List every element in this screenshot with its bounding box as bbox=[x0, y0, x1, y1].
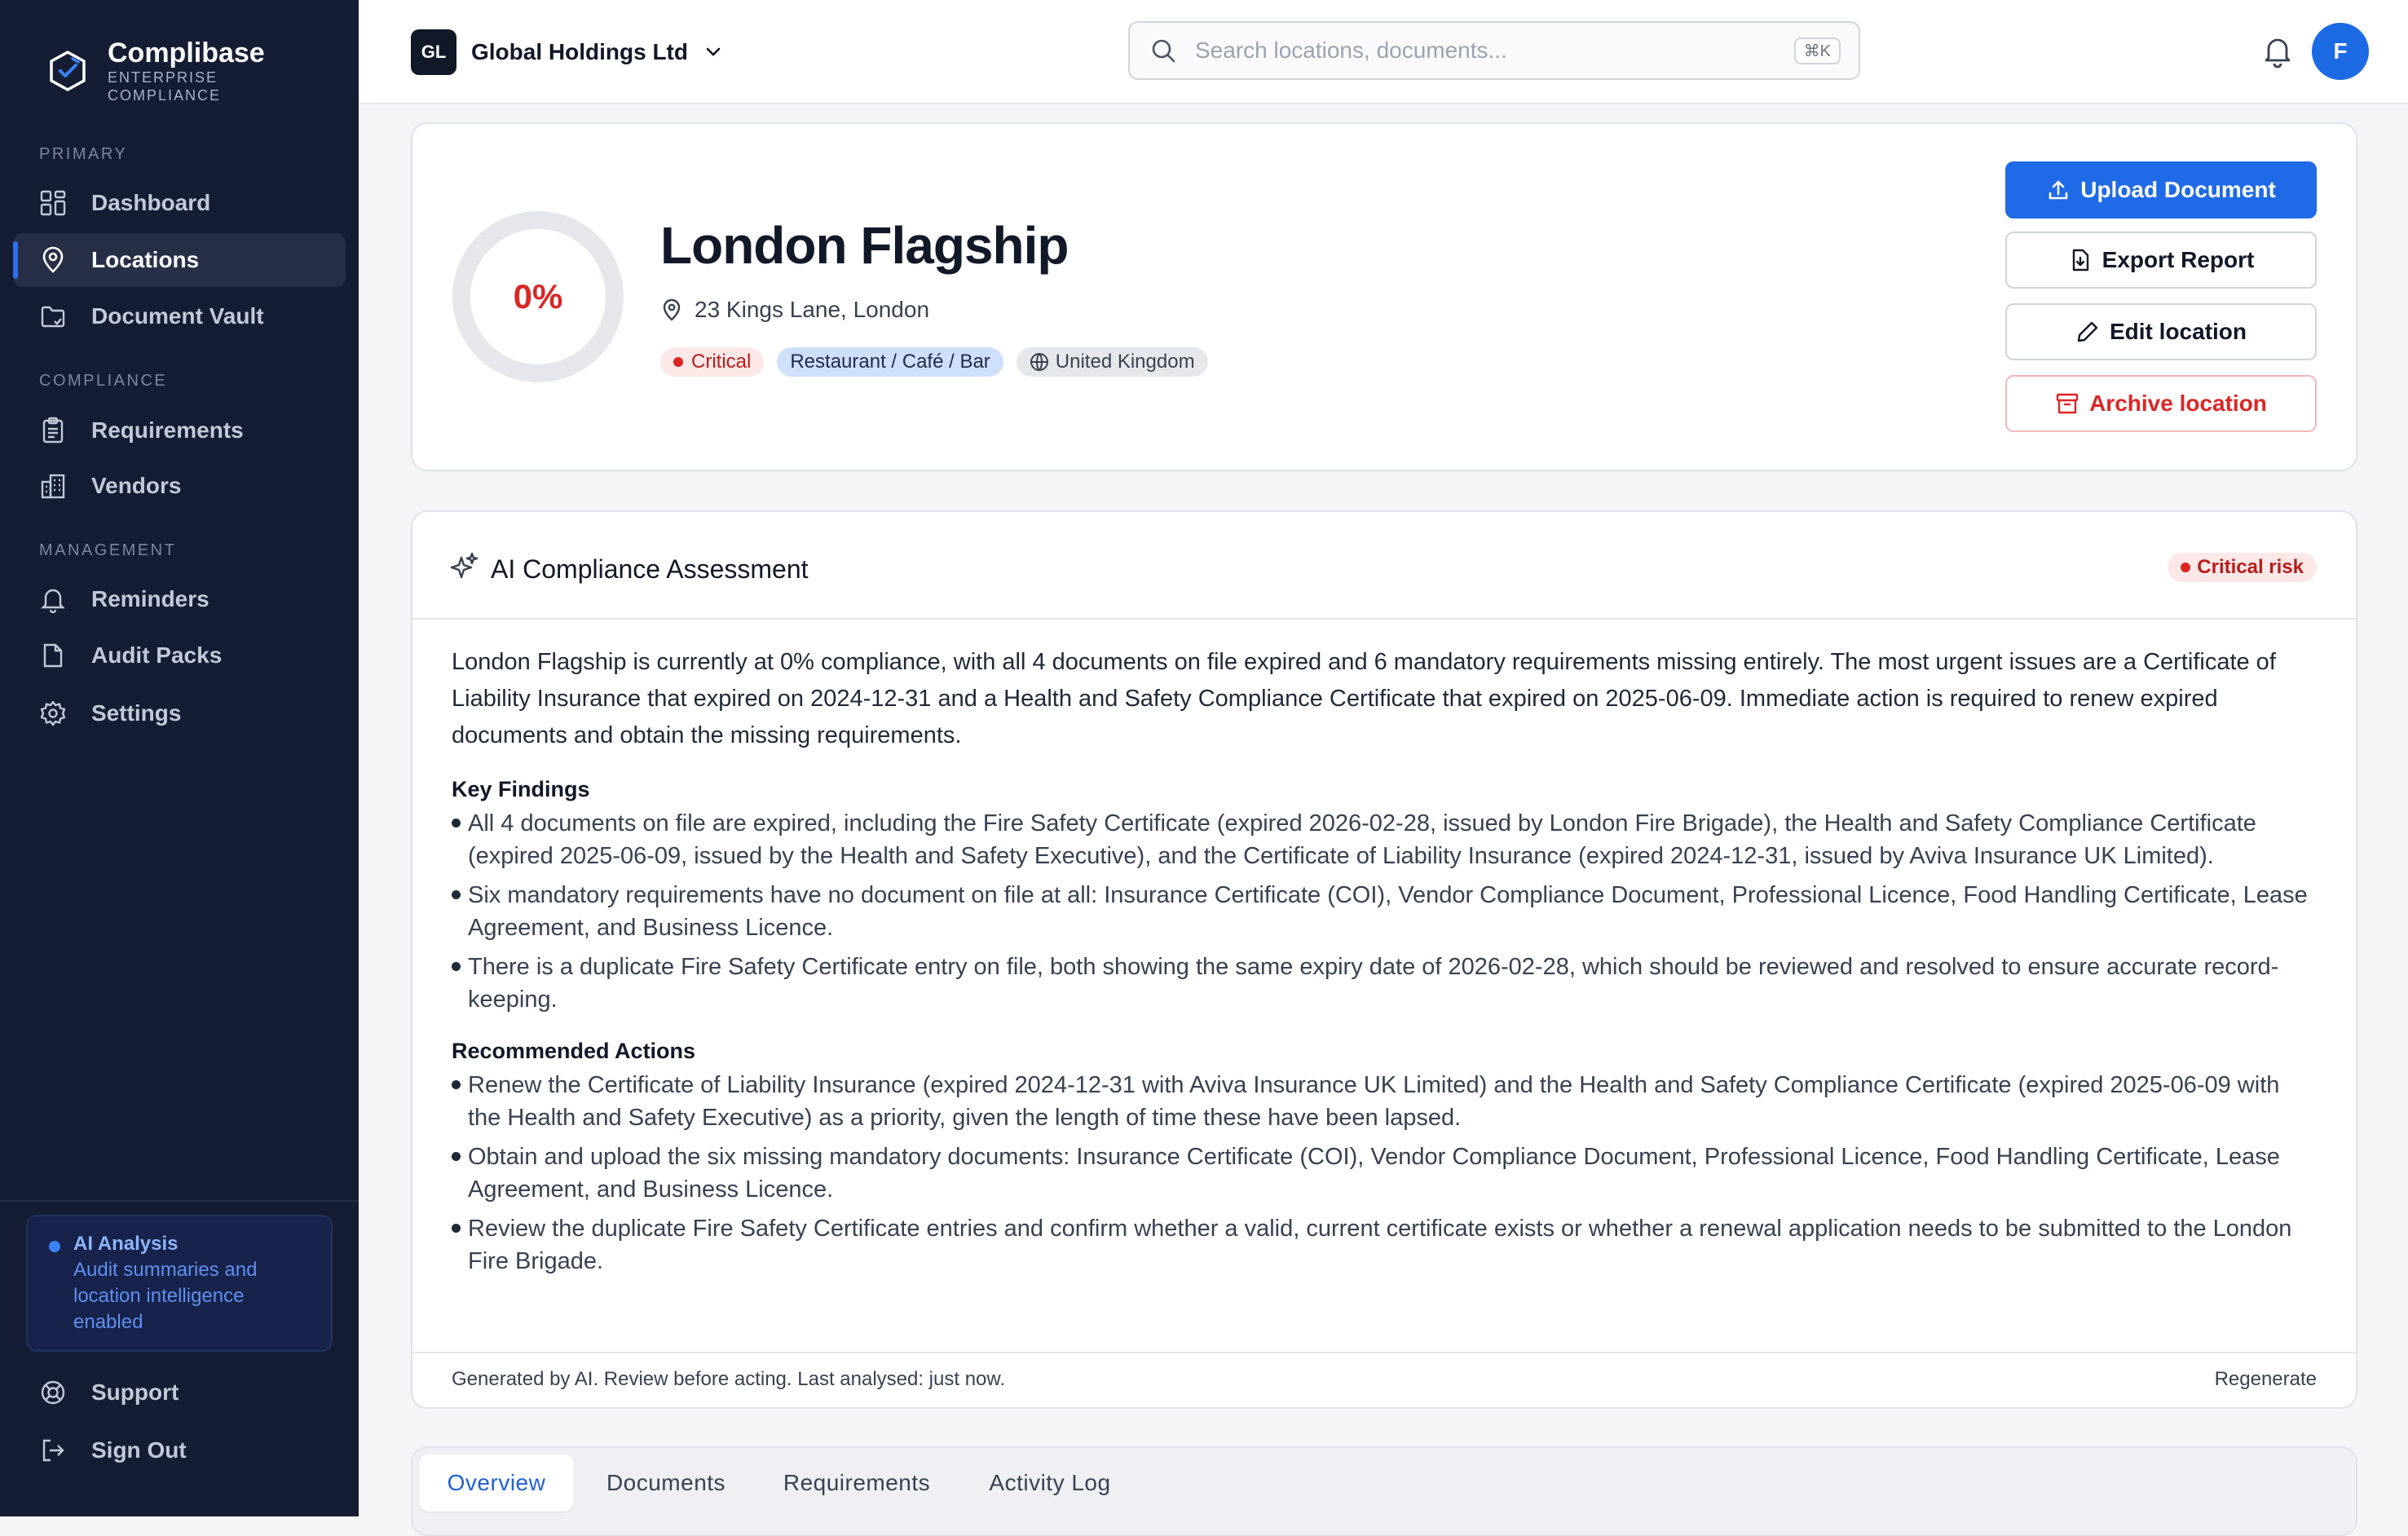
user-avatar[interactable]: F bbox=[2312, 23, 2369, 80]
upload-document-button[interactable] bbox=[2005, 161, 2317, 218]
brand[interactable] bbox=[46, 38, 265, 104]
bell-icon bbox=[39, 585, 67, 613]
sidebar-item-vendors[interactable] bbox=[13, 459, 346, 513]
location-header-card bbox=[411, 122, 2357, 471]
org-switcher[interactable] bbox=[411, 29, 724, 75]
regenerate-button[interactable]: Regenerate bbox=[2214, 1368, 2317, 1390]
sidebar-item-label: Locations bbox=[91, 247, 200, 272]
status-badge bbox=[660, 347, 764, 377]
export-report-button[interactable] bbox=[2005, 232, 2317, 289]
ai-analysis-title: AI Analysis bbox=[73, 1233, 179, 1255]
dashboard-icon bbox=[39, 189, 67, 217]
location-title: London Flagship bbox=[660, 216, 1069, 275]
tab-overview[interactable]: Overview bbox=[419, 1454, 574, 1512]
ai-disclaimer: Generated by AI. Review before acting. Last analysed: just now. bbox=[452, 1368, 1006, 1390]
brand-name: Complibase bbox=[108, 38, 265, 68]
brand-subtitle-line-1: ENTERPRISE bbox=[108, 69, 218, 86]
ai-analysis-panel bbox=[26, 1215, 333, 1352]
ai-assessment-card bbox=[411, 510, 2357, 1409]
location-tabs bbox=[411, 1446, 2357, 1536]
compliance-score-label: 0% bbox=[513, 277, 563, 316]
sidebar-item-settings[interactable] bbox=[13, 686, 346, 740]
ai-assessment-header bbox=[412, 512, 2356, 620]
finding-item: All 4 documents on file are expired, including the Fire Safety Certificate (expired 2026-02-28, issued by London Fire Brigade), the Health and Safety Compliance Certificate (expired 2025-06-09, issued by the Health and Safety Executive), and the Certificate of Liability Insurance (expired 2024-12-31, issued by Aviva Insurance UK Limited). bbox=[452, 807, 2318, 872]
edit-location-button[interactable] bbox=[2005, 303, 2317, 360]
action-item: Review the duplicate Fire Safety Certificate entries and confirm whether a valid, current certificate exists or whether a renewal application needs to be submitted to the London Fire Brigade. bbox=[452, 1212, 2318, 1278]
export-report-label: Export Report bbox=[2101, 247, 2255, 272]
status-dot bbox=[673, 357, 683, 367]
sidebar-item-label: Requirements bbox=[91, 417, 244, 443]
search-input[interactable] bbox=[1193, 37, 1767, 64]
gear-icon bbox=[39, 700, 67, 727]
search-icon bbox=[1149, 37, 1177, 64]
sidebar-item-label: Sign Out bbox=[91, 1437, 187, 1463]
archive-icon bbox=[2055, 391, 2079, 416]
clipboard-icon bbox=[39, 417, 67, 444]
lifebuoy-icon bbox=[39, 1379, 67, 1406]
search-bar[interactable] bbox=[1128, 21, 1860, 80]
ai-assessment-footer bbox=[412, 1352, 2356, 1407]
sidebar-item-label: Document Vault bbox=[91, 303, 264, 329]
brand-subtitle-line-2: COMPLIANCE bbox=[108, 87, 222, 104]
recommended-actions-heading: Recommended Actions bbox=[452, 1039, 696, 1063]
sidebar-item-audit-packs[interactable] bbox=[13, 629, 346, 682]
sidebar-item-reminders[interactable] bbox=[13, 572, 346, 626]
sign-out-icon bbox=[39, 1437, 67, 1464]
status-badge-text: Critical bbox=[691, 351, 752, 373]
assessment-summary: London Flagship is currently at 0% compliance, with all 4 documents on file expired and 6 mandatory requirements missing entirely. The most urgent issues are a Certificate of Liability Insurance that expired on 2024-12-31 and a Health and Safety Compliance Certificate that expired on 2025-06-09. Immediate action is required to renew expired documents and obtain the missing requirements. bbox=[452, 649, 2276, 748]
section-label-management: MANAGEMENT bbox=[39, 541, 177, 559]
edit-location-label: Edit location bbox=[2110, 319, 2247, 344]
ai-assessment-title: AI Compliance Assessment bbox=[491, 554, 809, 584]
sidebar-item-label: Settings bbox=[91, 700, 182, 726]
org-badge: GL bbox=[411, 29, 456, 75]
ai-analysis-description: Audit summaries and location intelligence enabled bbox=[73, 1259, 258, 1333]
sparkles-icon bbox=[450, 551, 479, 580]
risk-badge-text: Critical risk bbox=[2197, 556, 2304, 578]
country-badge-text: United Kingdom bbox=[1055, 351, 1195, 373]
tab-activity-log[interactable]: Activity Log bbox=[989, 1470, 1111, 1495]
risk-badge bbox=[2168, 553, 2317, 582]
sidebar-divider bbox=[0, 1200, 359, 1202]
complibase-logo-icon bbox=[46, 49, 90, 93]
risk-dot bbox=[2181, 563, 2190, 572]
sidebar-item-label: Support bbox=[91, 1379, 179, 1405]
map-pin-icon bbox=[660, 298, 683, 321]
key-findings-heading: Key Findings bbox=[452, 777, 590, 801]
sidebar-item-support[interactable] bbox=[13, 1366, 346, 1419]
sidebar-item-sign-out[interactable] bbox=[13, 1423, 346, 1477]
location-type-badge: Restaurant / Café / Bar bbox=[777, 347, 1003, 377]
topbar bbox=[359, 0, 2408, 104]
upload-document-label: Upload Document bbox=[2080, 177, 2276, 202]
sidebar-item-label: Dashboard bbox=[91, 190, 211, 215]
building-icon bbox=[39, 472, 67, 500]
location-address-text: 23 Kings Lane, London bbox=[695, 297, 930, 322]
file-download-icon bbox=[2068, 248, 2093, 272]
archive-location-label: Archive location bbox=[2089, 391, 2267, 416]
section-label-compliance: COMPLIANCE bbox=[39, 372, 168, 390]
finding-item: There is a duplicate Fire Safety Certificate entry on file, both showing the same expiry date of 2026-02-28, which should be reviewed and resolved to ensure accurate record-keeping. bbox=[452, 951, 2318, 1016]
search-shortcut-hint: ⌘K bbox=[1794, 38, 1841, 64]
sidebar-item-label: Vendors bbox=[91, 473, 182, 498]
tab-requirements[interactable]: Requirements bbox=[783, 1470, 931, 1495]
archive-location-button[interactable] bbox=[2005, 375, 2317, 432]
org-name: Global Holdings Ltd bbox=[471, 39, 688, 64]
country-badge bbox=[1017, 347, 1208, 377]
ai-assessment-body bbox=[452, 644, 2318, 1284]
notifications-bell-icon[interactable] bbox=[2260, 33, 2296, 68]
sidebar-item-locations[interactable] bbox=[13, 233, 346, 287]
map-pin-icon bbox=[39, 246, 67, 274]
sidebar-item-document-vault[interactable] bbox=[13, 289, 346, 343]
file-icon bbox=[39, 642, 67, 669]
finding-item: Six mandatory requirements have no document on file at all: Insurance Certificate (COI), Vendor Compliance Document, Professional Licence, Food Handling Certificate, Lease Agreement, and Business Licence. bbox=[452, 879, 2318, 944]
pencil-icon bbox=[2075, 320, 2100, 344]
section-label-primary: PRIMARY bbox=[39, 145, 128, 163]
chevron-down-icon bbox=[703, 42, 724, 63]
location-address bbox=[660, 297, 929, 323]
tab-documents[interactable]: Documents bbox=[606, 1470, 726, 1495]
folder-icon bbox=[39, 302, 67, 330]
sidebar-item-requirements[interactable] bbox=[13, 404, 346, 457]
sidebar-item-dashboard[interactable] bbox=[13, 176, 346, 230]
action-item: Renew the Certificate of Liability Insurance (expired 2024-12-31 with Aviva Insurance UK Limited) and the Health and Safety Compliance Certificate (expired 2025-06-09 with the Health and Safety Executive) as a priority, given the length of time these have been lapsed. bbox=[452, 1069, 2318, 1134]
sidebar-item-label: Reminders bbox=[91, 586, 209, 611]
action-item: Obtain and upload the six missing mandatory documents: Insurance Certificate (COI), Vendor Compliance Document, Professional Licence, Food Handling Certificate, Lease Agreement, and Business Licence. bbox=[452, 1141, 2318, 1206]
sidebar bbox=[0, 0, 359, 1516]
sidebar-item-label: Audit Packs bbox=[91, 642, 223, 668]
globe-icon bbox=[1030, 352, 1049, 372]
location-tags bbox=[660, 347, 1208, 377]
ai-status-dot bbox=[49, 1241, 60, 1252]
upload-icon bbox=[2046, 178, 2071, 202]
